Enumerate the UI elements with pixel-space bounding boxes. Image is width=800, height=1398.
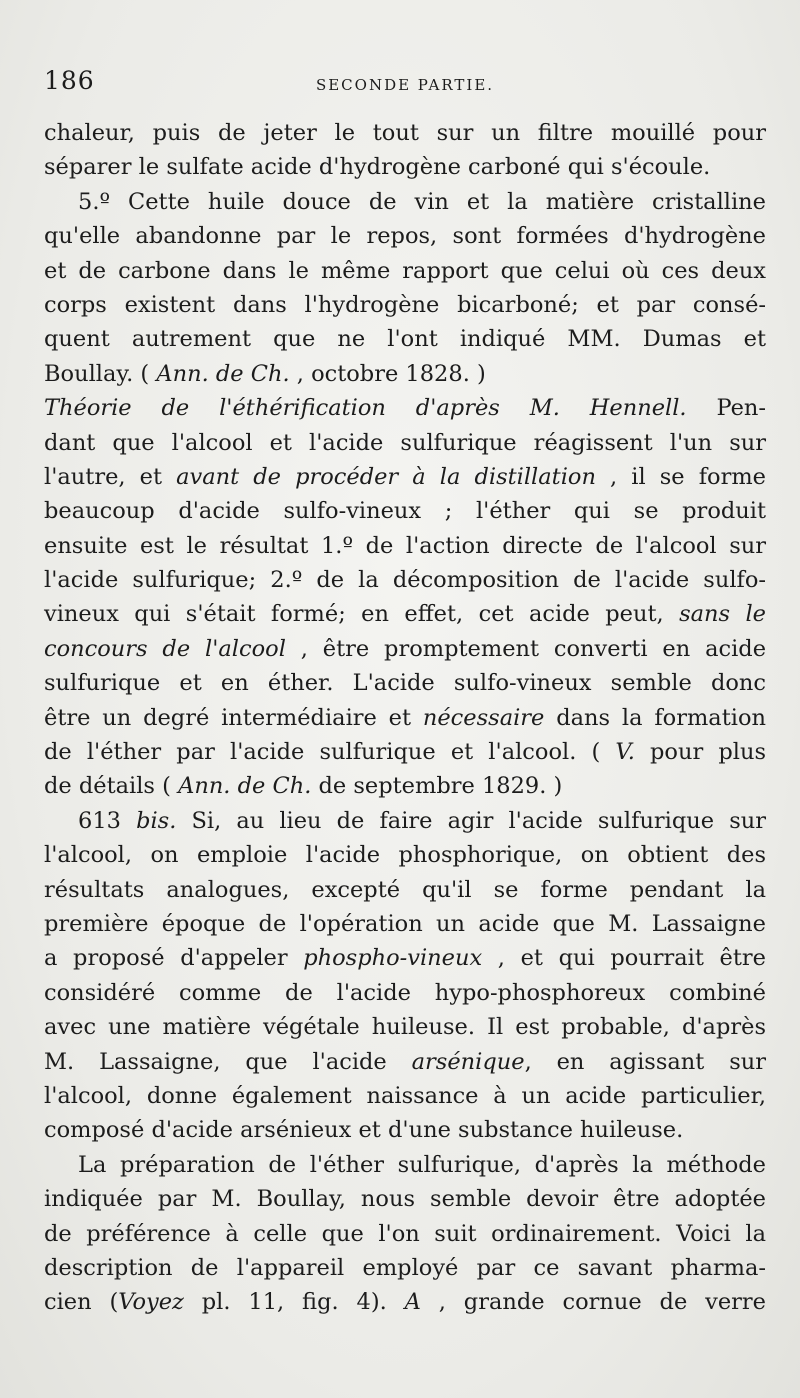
text-line bbox=[44, 769, 766, 803]
page-number: 186 bbox=[44, 66, 95, 95]
text-run: avant de procéder à la distillation bbox=[176, 463, 596, 490]
text-run: M. Lassaigne, que l'acide bbox=[44, 1048, 412, 1075]
text-line bbox=[44, 494, 766, 528]
text-run: corps existent dans l'hydrogène bicarboné; et par consé- bbox=[44, 291, 766, 318]
text-line bbox=[44, 1217, 766, 1251]
text-run: chaleur, puis de jeter le tout sur un filtre mouillé pour bbox=[44, 120, 766, 146]
text-line bbox=[44, 838, 766, 872]
text-line bbox=[44, 735, 766, 769]
text-line bbox=[44, 941, 766, 975]
text-run: La préparation de l'éther sulfurique, d'après la méthode bbox=[78, 1151, 766, 1178]
text-line bbox=[44, 1182, 766, 1216]
text-line bbox=[44, 632, 766, 666]
text-run: indiquée par M. Boullay, nous semble devoir être adoptée bbox=[44, 1186, 766, 1213]
text-line bbox=[44, 322, 766, 356]
text-line bbox=[44, 357, 766, 391]
running-title: SECONDE PARTIE. bbox=[315, 76, 495, 94]
text-line bbox=[44, 1079, 766, 1113]
text-run: cien ( bbox=[44, 1289, 119, 1316]
text-run: pl. 11, fig. 4). bbox=[183, 1289, 405, 1316]
text-run: l'alcool, on emploie l'acide phosphorique, on obtient des bbox=[44, 842, 766, 869]
text-run: de détails ( bbox=[44, 773, 179, 800]
text-line bbox=[44, 976, 766, 1010]
text-run: séparer le sulfate acide d'hydrogène carboné qui s'écoule. bbox=[44, 154, 711, 181]
text-run: Pen- bbox=[686, 395, 766, 422]
text-run: concours de l'alcool bbox=[44, 635, 286, 662]
text-run: , en agissant sur bbox=[524, 1048, 766, 1075]
text-line bbox=[44, 1045, 766, 1079]
text-run: a proposé d'appeler bbox=[44, 945, 304, 972]
text-run: et de carbone dans le même rapport que celui où ces deux bbox=[44, 257, 766, 284]
text-run: Ann. de Ch. bbox=[156, 360, 290, 387]
text-run: nécessaire bbox=[422, 704, 545, 731]
text-run: beaucoup d'acide sulfo-vineux ; l'éther qui se produit bbox=[44, 498, 766, 525]
text-line bbox=[44, 150, 766, 184]
text-line bbox=[44, 426, 766, 460]
text-run: résultats analogues, excepté qu'il se forme pendant la bbox=[44, 876, 766, 903]
page-header bbox=[44, 66, 766, 106]
text-run: de septembre 1829. ) bbox=[311, 773, 563, 800]
text-line bbox=[44, 873, 766, 907]
text-run: vineux qui s'était formé; en effet, cet acide peut, bbox=[44, 601, 680, 628]
text-run: Voyez bbox=[118, 1289, 184, 1316]
text-run: considéré comme de l'acide hypo-phosphoreux combiné bbox=[44, 979, 766, 1006]
text-run: Ann. de Ch. bbox=[178, 773, 312, 800]
text-line bbox=[44, 529, 766, 563]
text-run: qu'elle abandonne par le repos, sont formées d'hydrogène bbox=[44, 223, 766, 250]
text-run: V. bbox=[615, 739, 635, 766]
text-run: de préférence à celle que l'on suit ordinairement. Voici la bbox=[44, 1220, 766, 1247]
text-run: , octobre 1828. ) bbox=[289, 360, 486, 387]
text-run: , et qui pourrait être bbox=[482, 945, 766, 972]
text-run: , grande cornue de verre bbox=[420, 1289, 766, 1316]
text-line bbox=[44, 597, 766, 631]
text-line bbox=[44, 185, 766, 219]
text-run: quent autrement que ne l'ont indiqué MM. Dumas et bbox=[44, 326, 766, 353]
text-run: Théorie de l'éthérification d'après M. Hennell. bbox=[44, 395, 687, 422]
text-run: composé d'acide arsénieux et d'une substance huileuse. bbox=[44, 1117, 684, 1144]
text-run: de l'éther par l'acide sulfurique et l'alcool. ( bbox=[44, 739, 616, 766]
text-line bbox=[44, 907, 766, 941]
text-run: bis. bbox=[136, 807, 177, 834]
text-run: l'autre, et bbox=[44, 463, 177, 490]
text-run: première époque de l'opération un acide que M. Lassaigne bbox=[44, 910, 766, 937]
text-line bbox=[44, 804, 766, 838]
text-run: , il se forme bbox=[595, 463, 766, 490]
text-line bbox=[44, 701, 766, 735]
text-run: sulfurique et en éther. L'acide sulfo-vineux semble donc bbox=[44, 670, 766, 697]
text-run: l'alcool, donne également naissance à un acide particulier, bbox=[44, 1082, 766, 1109]
text-run: 613 bbox=[78, 807, 137, 834]
text-run: ensuite est le résultat 1.º de l'action directe de l'alcool sur bbox=[44, 532, 766, 559]
text-run: , être promptement converti en acide bbox=[285, 635, 767, 662]
text-run: arsénique bbox=[411, 1048, 525, 1075]
text-line bbox=[44, 1148, 766, 1182]
text-line bbox=[44, 219, 766, 253]
body-text bbox=[44, 116, 766, 1320]
text-run: avec une matière végétale huileuse. Il est probable, d'après bbox=[44, 1014, 766, 1041]
text-run: Boullay. ( bbox=[44, 360, 157, 387]
text-run: description de l'appareil employé par ce savant pharma- bbox=[44, 1254, 766, 1281]
text-line bbox=[44, 460, 766, 494]
text-line bbox=[44, 563, 766, 597]
text-line bbox=[44, 1010, 766, 1044]
text-run: pour plus bbox=[634, 739, 766, 766]
text-line bbox=[44, 254, 766, 288]
text-run: sans le bbox=[679, 601, 766, 628]
text-run: dant que l'alcool et l'acide sulfurique réagissent l'un sur bbox=[44, 429, 766, 456]
text-run: dans la formation bbox=[544, 704, 767, 731]
text-run: 5.º Cette huile douce de vin et la matière cristalline bbox=[78, 188, 766, 215]
text-run: Si, au lieu de faire agir l'acide sulfurique sur bbox=[176, 807, 766, 834]
text-line bbox=[44, 1113, 766, 1147]
text-line bbox=[44, 288, 766, 322]
text-line bbox=[44, 666, 766, 700]
text-line bbox=[44, 391, 766, 425]
text-line bbox=[44, 1285, 766, 1319]
text-run: être un degré intermédiaire et bbox=[44, 704, 423, 731]
text-line bbox=[44, 1251, 766, 1285]
text-run: phospho-vineux bbox=[303, 945, 483, 972]
text-run: A bbox=[404, 1289, 421, 1316]
text-run: l'acide sulfurique; 2.º de la décomposition de l'acide sulfo- bbox=[44, 567, 766, 594]
text-line bbox=[44, 116, 766, 150]
